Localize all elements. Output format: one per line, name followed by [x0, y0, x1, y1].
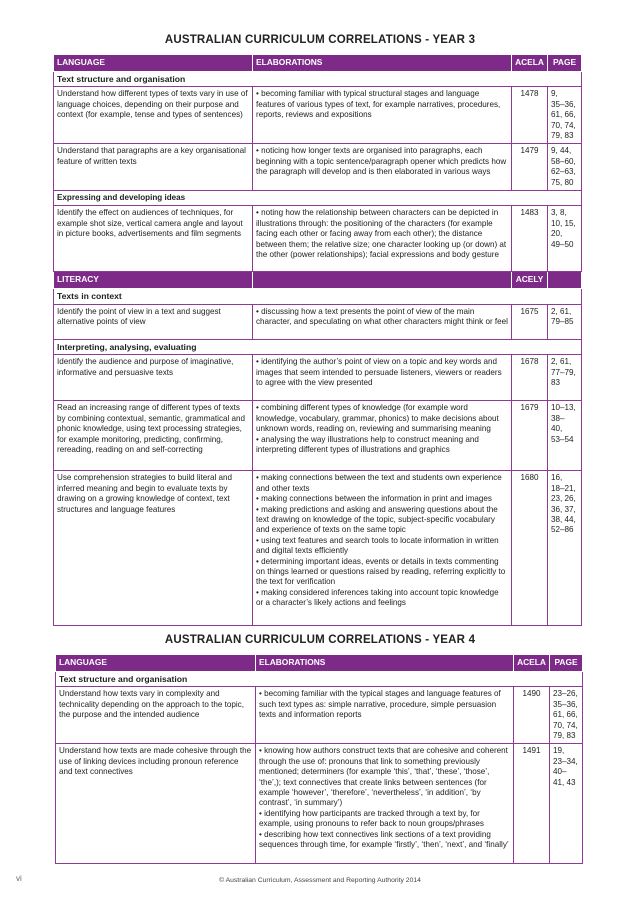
page-ref: 52–86 [551, 525, 574, 535]
elaborations-cell [253, 144, 512, 191]
elaboration-item: • making connections between the text and students own experience and other texts [256, 473, 502, 493]
pages-cell [550, 687, 583, 744]
elaboration-item: • discussing how a text presents the point of view of the main character, and speculating on what other characters might think or feel [256, 306, 508, 327]
elaborations-cell [253, 471, 512, 626]
page-ref: 16, [551, 473, 563, 483]
page-ref: 23–34, [553, 756, 578, 766]
page-ref: 36, 37, [551, 504, 576, 514]
pages-cell [548, 206, 582, 272]
group-heading-row [54, 72, 582, 87]
group-heading-row [54, 191, 582, 206]
page-ref: 10, 15, [551, 218, 576, 228]
elaboration-item: • identifying the author’s point of view on a topic and key words and images that seem intended to persuade listeners, viewers or readers to agree with the view presented [256, 357, 502, 388]
page-ref: 62–63, [551, 167, 576, 177]
descriptor-cell: Identify the audience and purpose of imaginative, informative and persuasive texts [54, 355, 253, 401]
year4-correlation-table [55, 654, 583, 864]
code-cell: 1680 [512, 471, 548, 626]
descriptor-cell: Identify the point of view in a text and suggest alternative points of view [54, 304, 253, 339]
page-ref: 61, 66, [551, 110, 576, 120]
table-row [56, 687, 583, 744]
language-header-row [54, 55, 582, 72]
literacy-header-row [54, 272, 582, 289]
pages-cell [548, 87, 582, 144]
group-heading: Text structure and organisation [54, 72, 582, 87]
page-ref: 70, 74, [553, 720, 578, 730]
elaborations-header: ELABORATIONS [256, 655, 514, 672]
code-cell: 1479 [512, 144, 548, 191]
code-cell: 1490 [514, 687, 550, 744]
table-row [54, 471, 582, 626]
table-row [54, 355, 582, 401]
language-header: LANGUAGE [54, 55, 253, 72]
page-ref: 23–26, [553, 689, 578, 699]
elaborations-cell [256, 744, 514, 864]
page-ref: 58–60, [551, 156, 576, 166]
group-heading-row [54, 289, 582, 304]
page-ref: 77–79, [551, 367, 576, 377]
page-ref: 23, 26, [551, 494, 576, 504]
page-ref: 49–50 [551, 239, 574, 249]
page-ref: 40, [551, 424, 563, 434]
code-cell: 1675 [512, 304, 548, 339]
table-row [54, 144, 582, 191]
page-ref: 38, 44, [551, 514, 576, 524]
elaboration-item: • combining different types of knowledge (for example word knowledge, vocabulary, grammar, phonics) to make decisions about unknown words, reading on, reviewing and summarising meaning [256, 403, 499, 434]
elaboration-item: • making considered inferences taking into account topic knowledge or a character’s likely actions and feelings [256, 587, 499, 608]
page-header: PAGE [548, 55, 582, 72]
group-heading: Interpreting, analysing, evaluating [54, 339, 582, 354]
group-heading-row [56, 672, 583, 687]
pages-cell [548, 401, 582, 471]
elaborations-cell [253, 355, 512, 401]
elaboration-item: • becoming familiar with the typical stages and language features of such text types as: simple narrative, procedure, simple persuasion texts and information reports [259, 689, 501, 720]
elaborations-cell [253, 206, 512, 272]
code-cell: 1478 [512, 87, 548, 144]
literacy-header: LITERACY [54, 272, 253, 289]
table-row [54, 87, 582, 144]
pages-cell [548, 471, 582, 626]
page-ref: 75, 80 [551, 177, 574, 187]
descriptor-cell: Understand how different types of texts vary in use of language choices, depending on their purpose and context (for example, tense and types of sentences) [54, 87, 253, 144]
page-ref: 2, 61, [551, 306, 572, 316]
page-ref: 2, 61, [551, 357, 572, 367]
page-ref: 79, 83 [553, 731, 576, 741]
elaborations-cell [253, 401, 512, 471]
elaboration-item: • describing how text connectives link sections of a text providing sequences through time, for example ‘firstly’, ‘then’, ‘next’, and ‘finally’ [259, 829, 509, 850]
elaboration-item: • knowing how authors construct texts that are cohesive and coherent through the use of: pronouns that link to something previously mentioned; determiners (for example ‘this’, ‘that’, ‘these’, ‘those’, ‘the’,); text connectives that create links between sentences (for example ‘however’, ‘therefore’, ‘nevertheless’, ‘in addition’, ‘by contrast’, ‘in summary’) [259, 746, 508, 808]
page-ref: 35–36, [551, 99, 576, 109]
acela-header: ACELA [512, 55, 548, 72]
pages-cell [548, 355, 582, 401]
elaborations-cell [256, 687, 514, 744]
descriptor-cell: Understand that paragraphs are a key organisational feature of written texts [54, 144, 253, 191]
page-ref: 35–36, [553, 699, 578, 709]
page-ref: 79–85 [551, 317, 574, 327]
acely-header: ACELY [512, 272, 548, 289]
table-row [54, 206, 582, 272]
page-ref: 40– [553, 767, 567, 777]
group-heading-row [54, 339, 582, 354]
page-ref: 9, [551, 89, 558, 99]
copyright-footer: © Australian Curriculum, Assessment and Reporting Authority 2014 [219, 877, 421, 884]
group-heading: Text structure and organisation [56, 672, 583, 687]
year3-correlation-table [53, 54, 582, 626]
page-ref: 53–54 [551, 434, 574, 444]
page-ref: 20, [551, 229, 563, 239]
elaboration-item: • making predictions and asking and answering questions about the text drawing on knowledge of the topic, subject-specific vocabulary and experience of texts on the same topic [256, 504, 498, 535]
page-ref: 19, [553, 746, 565, 756]
year3-title: AUSTRALIAN CURRICULUM CORRELATIONS - YEAR 3 [164, 34, 476, 46]
descriptor-cell: Understand how texts are made cohesive through the use of linking devices including pronoun reference and text connectives [56, 744, 256, 864]
code-cell: 1491 [514, 744, 550, 864]
pages-cell [548, 304, 582, 339]
elaboration-item: • becoming familiar with typical structural stages and language features of various types of text, for example narratives, procedures, reports, reviews and expositions [256, 89, 501, 120]
acela-header: ACELA [514, 655, 550, 672]
descriptor-cell: Read an increasing range of different types of texts by combining contextual, semantic, grammatical and phonic knowledge, using text processing strategies, for example monitoring, predicting, confirming, rereading, reading on and self-correcting [54, 401, 253, 471]
elaboration-item: • noting how the relationship between characters can be depicted in illustrations through: the positioning of the characters (for example facing each other or facing away from each other); the distance between them; the relative size; one character looking up (or down) at the other (power relationships); facial expressions and body gesture [256, 208, 507, 260]
language-header: LANGUAGE [56, 655, 256, 672]
page-ref: 83 [551, 378, 561, 388]
elaboration-item: • identifying how participants are tracked through a text by, for example, using pronouns to refer back to noun groups/phrases [259, 808, 484, 829]
elaboration-item: • making connections between the information in print and images [256, 494, 492, 504]
table-row [54, 401, 582, 471]
descriptor-cell: Identify the effect on audiences of techniques, for example shot size, vertical camera angle and layout in picture books, advertisements and film segments [54, 206, 253, 272]
page-ref: 70, 74, [551, 120, 576, 130]
page-ref: 10–13, [551, 403, 576, 413]
literacy-blank-header [253, 272, 512, 289]
literacy-blank-page-header [548, 272, 582, 289]
descriptor-cell: Use comprehension strategies to build literal and inferred meaning and begin to evaluate texts by drawing on a growing knowledge of context, text structures and language features [54, 471, 253, 626]
page-ref: 38– [551, 413, 565, 423]
page-ref: 41, 43 [553, 777, 576, 787]
table-row [54, 304, 582, 339]
table-row [56, 744, 583, 864]
elaborations-cell [253, 304, 512, 339]
elaboration-item: • noticing how longer texts are organised into paragraphs, each beginning with a topic sentence/paragraph opener which predicts how the paragraph will develop and is then elaborated in various ways [256, 146, 507, 177]
elaborations-header: ELABORATIONS [253, 55, 512, 72]
page-number: vi [16, 874, 22, 883]
page-ref: 79, 83 [551, 131, 574, 141]
elaborations-cell [253, 87, 512, 144]
code-cell: 1483 [512, 206, 548, 272]
year4-title: AUSTRALIAN CURRICULUM CORRELATIONS - YEAR 4 [164, 634, 476, 646]
elaboration-item: • using text features and search tools to locate information in written and digital texts efficiently [256, 535, 499, 556]
group-heading: Texts in context [54, 289, 582, 304]
page-ref: 3, 8, [551, 208, 567, 218]
page-ref: 61, 66, [553, 710, 578, 720]
descriptor-cell: Understand how texts vary in complexity and technicality depending on the approach to the topic, the purpose and the intended audience [56, 687, 256, 744]
code-cell: 1678 [512, 355, 548, 401]
code-cell: 1679 [512, 401, 548, 471]
pages-cell [550, 744, 583, 864]
group-heading: Expressing and developing ideas [54, 191, 582, 206]
page-ref: 18–21, [551, 483, 576, 493]
pages-cell [548, 144, 582, 191]
elaboration-item: • determining important ideas, events or details in texts commenting on things learned or questions raised by reading, referring explicitly to the text for verification [256, 556, 506, 587]
page-header: PAGE [550, 655, 583, 672]
language-header-row [56, 655, 583, 672]
elaboration-item: • analysing the way illustrations help to construct meaning and interpreting different types of illustrations and graphics [256, 434, 479, 454]
page-ref: 9, 44, [551, 146, 572, 156]
